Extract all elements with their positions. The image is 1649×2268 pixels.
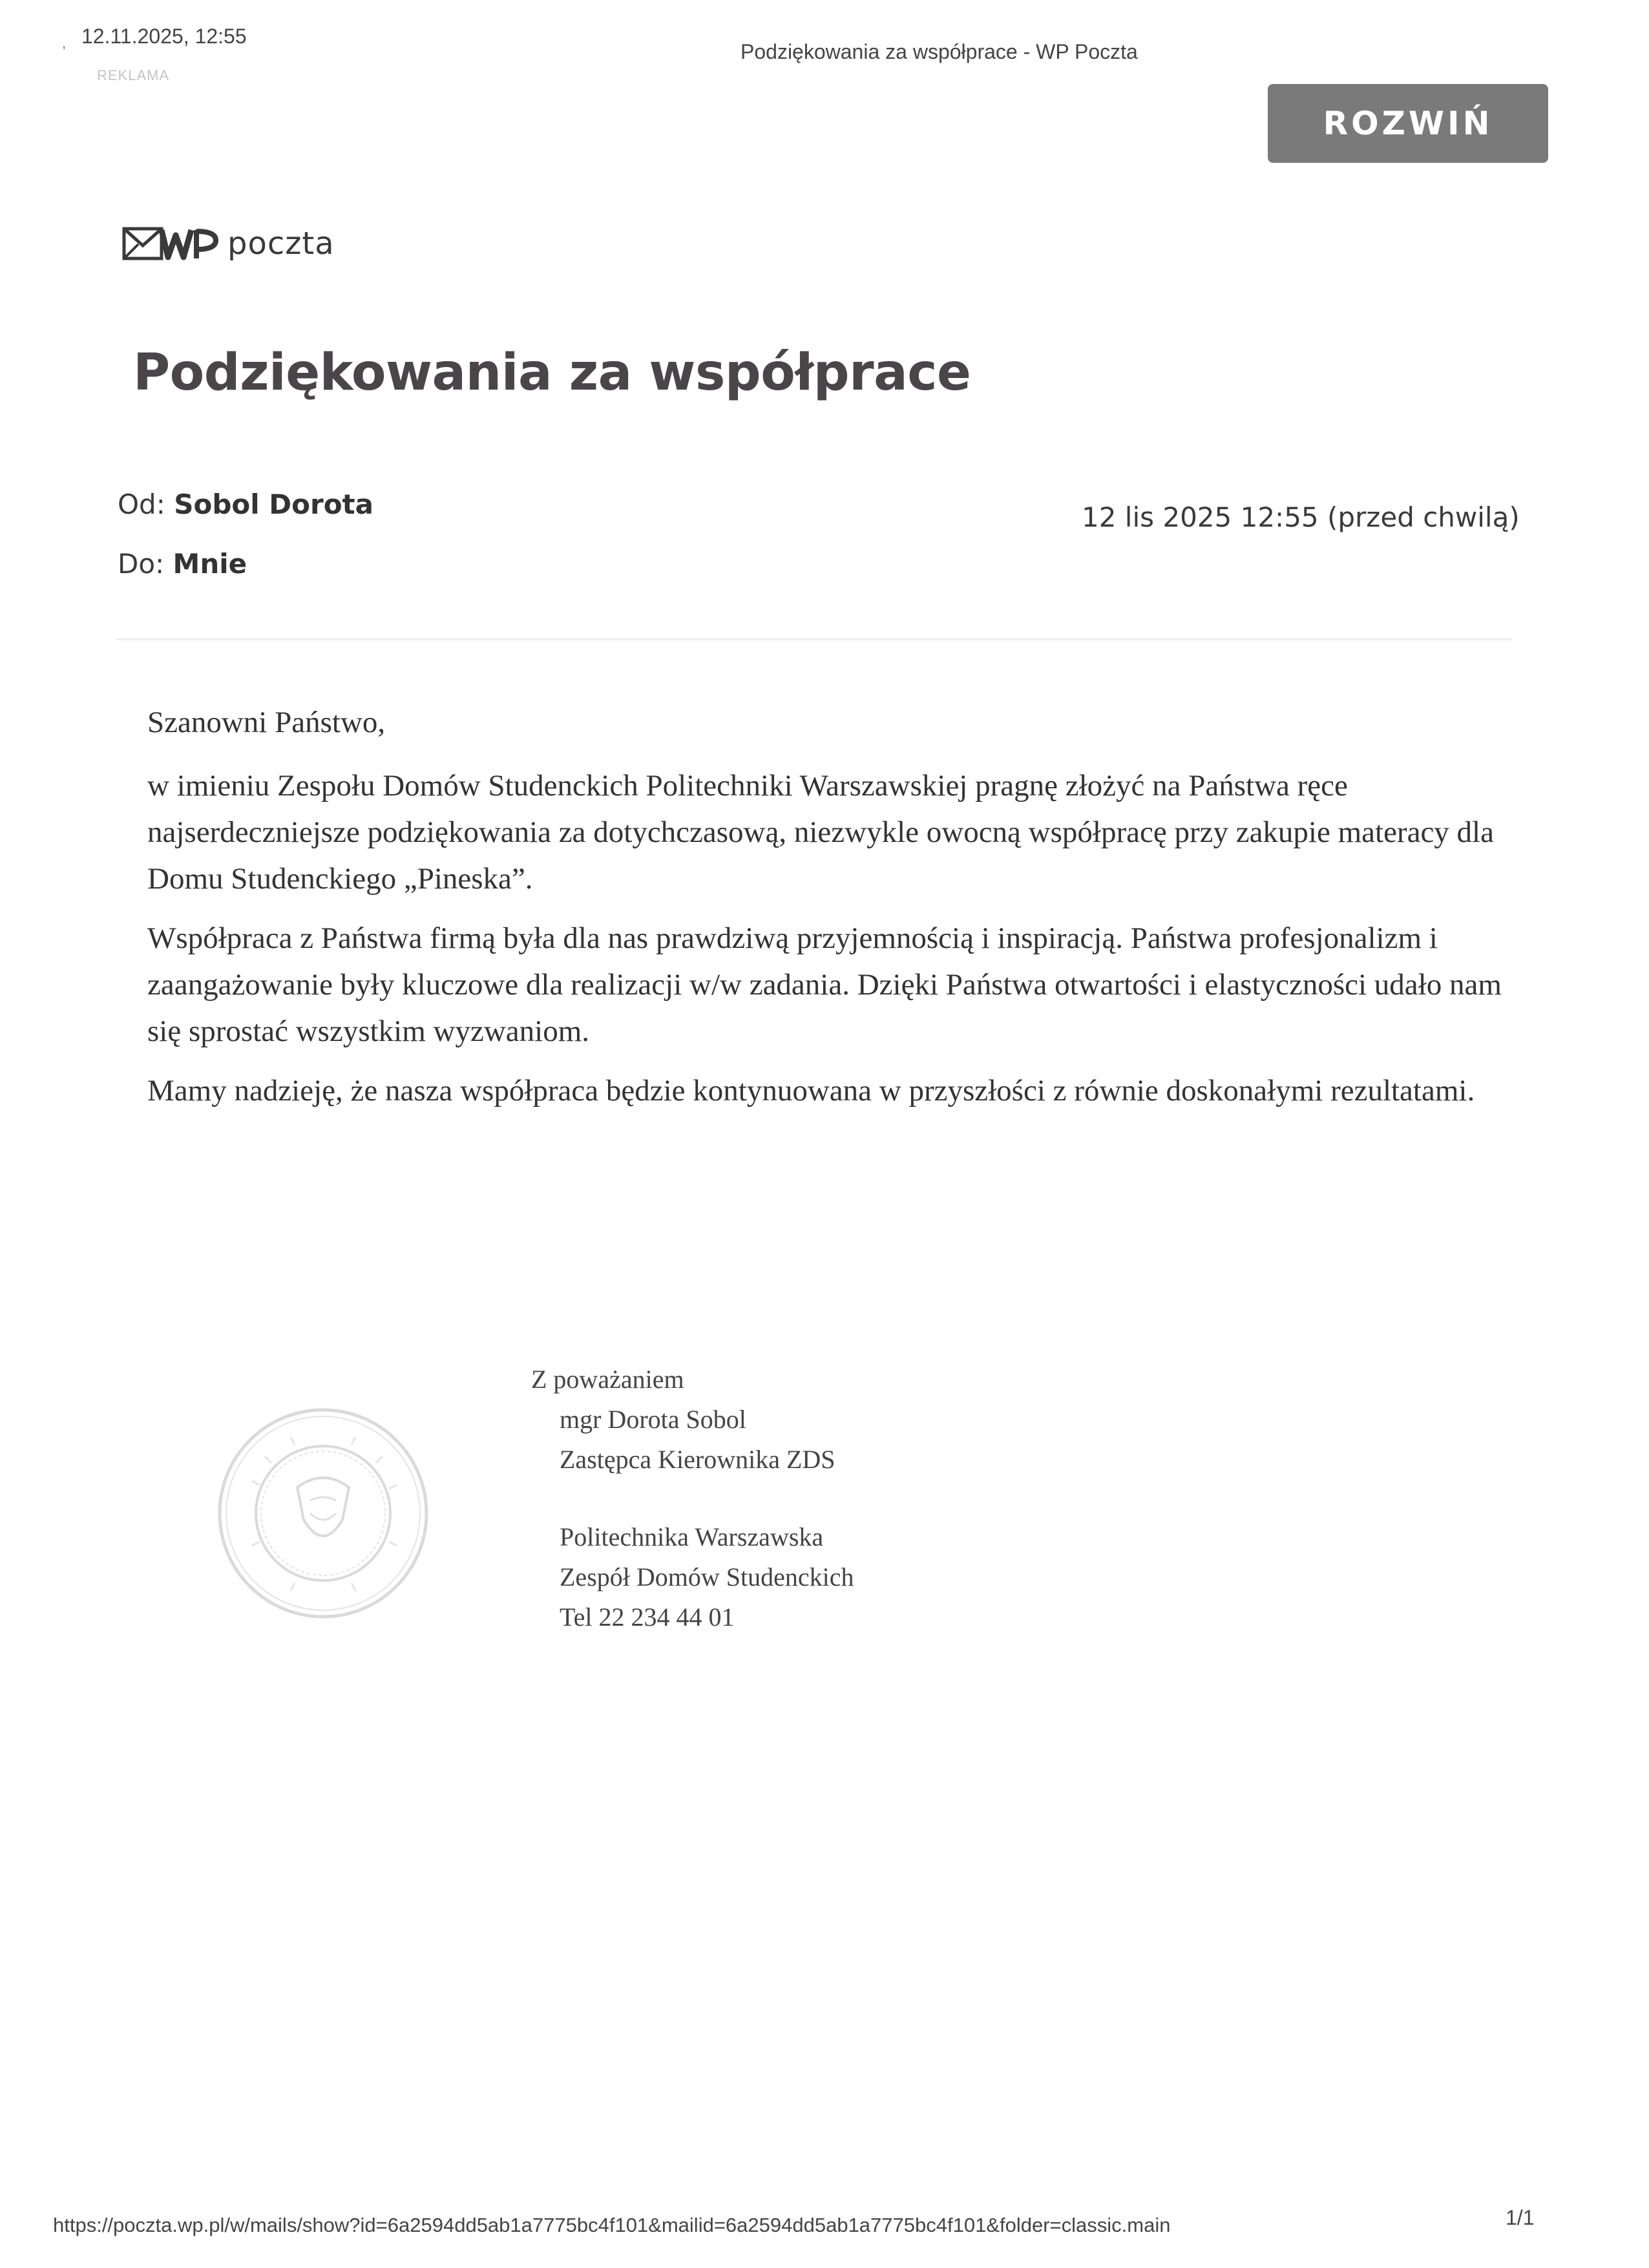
letter-greeting: Szanowni Państwo,	[147, 706, 386, 739]
print-url: https://poczta.wp.pl/w/mails/show?id=6a2594dd5ab1a7775bc4f101&mailid=6a2594dd5ab1a7775bc4f101&folder=classic.main	[53, 2214, 1171, 2236]
print-mark: ,	[62, 35, 67, 51]
from-label: Od:	[118, 488, 165, 520]
logo-text: poczta	[227, 226, 335, 262]
to-label: Do:	[118, 548, 165, 580]
letter-paragraph: Mamy nadzieję, że nasza współpraca będzie kontynuowana w przyszłości z równie doskonałymi rezultatami.	[147, 1074, 1475, 1108]
header-divider	[116, 638, 1512, 640]
envelope-icon	[121, 220, 218, 268]
signature-unit: Zespół Domów Studenckich	[560, 1562, 854, 1591]
email-body	[147, 699, 1517, 1127]
signature-closing: Z poważaniem	[531, 1365, 684, 1394]
recipient-name[interactable]: Mnie	[173, 548, 247, 580]
expand-ad-button[interactable]: ROZWIŃ	[1268, 84, 1548, 163]
signature-institution: Politechnika Warszawska	[560, 1522, 824, 1551]
university-seal-stamp	[213, 1403, 433, 1623]
email-subject: Podziękowania za współprace	[133, 344, 971, 402]
email-date: 12 lis 2025 12:55 (przed chwilą)	[1082, 501, 1520, 533]
ad-label: REKLAMA	[97, 67, 170, 83]
signature-phone: Tel 22 234 44 01	[560, 1602, 735, 1632]
print-page-title: Podziękowania za współprace - WP Poczta	[740, 40, 1138, 63]
print-datetime: 12.11.2025, 12:55	[81, 25, 247, 48]
signature-block	[531, 1360, 854, 1637]
signature-position: Zastępca Kierownika ZDS	[560, 1445, 835, 1474]
page-number: 1/1	[1506, 2206, 1535, 2229]
wp-poczta-logo[interactable]	[121, 220, 335, 268]
letter-paragraph: w imieniu Zespołu Domów Studenckich Politechniki Warszawskiej pragnę złożyć na Państwa ręce najserdeczniejsze podziękowania za dotychczasową, niezwykle owocną współpracę przy zakupie materacy dla Domu Studenckiego „Pineska”.	[147, 769, 1494, 896]
letter-paragraph: Współpraca z Państwa firmą była dla nas prawdziwą przyjemnością i inspiracją. Państwa profesjonalizm i zaangażowanie były kluczowe dla realizacji w/w zadania. Dzięki Państwa otwartości i elastyczności udało nam się sprostać wszystkim wyzwaniom.	[147, 921, 1502, 1048]
sender-name[interactable]: Sobol Dorota	[174, 488, 373, 520]
from-row	[118, 488, 373, 520]
signature-name: mgr Dorota Sobol	[560, 1405, 746, 1434]
to-row	[118, 548, 247, 580]
